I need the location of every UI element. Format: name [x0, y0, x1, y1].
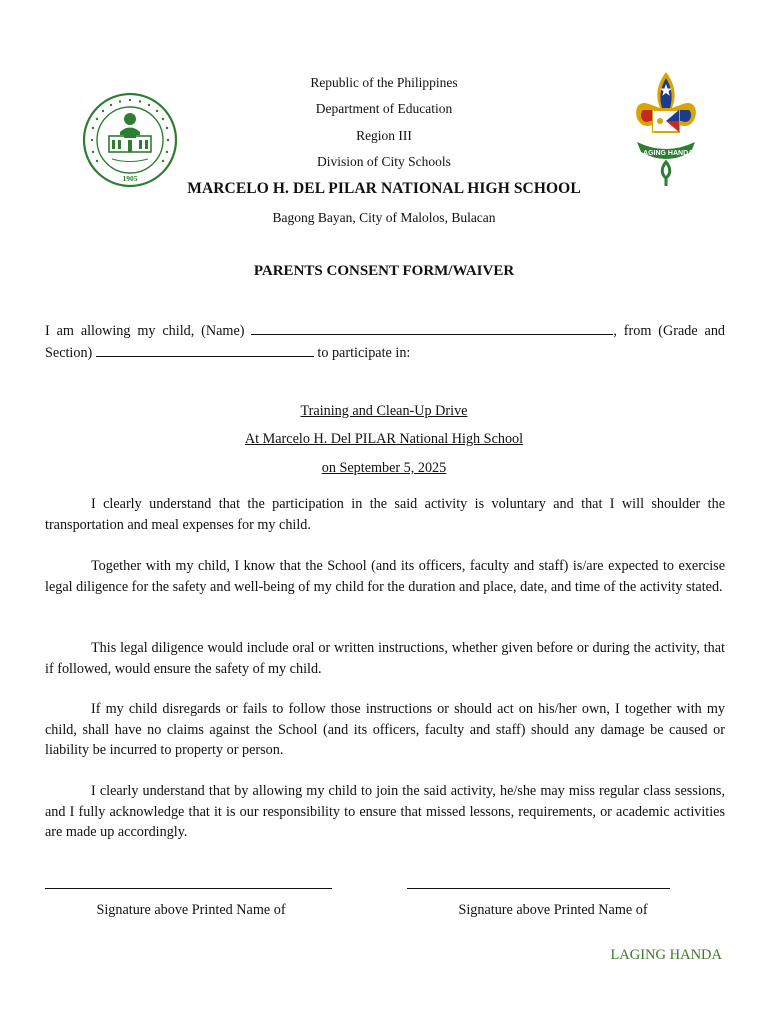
school-address: Bagong Bayan, City of Malolos, Bulacan — [272, 210, 496, 225]
footer-motto: LAGING HANDA — [610, 947, 722, 963]
paragraph-diligence: Together with my child, I know that the School (and its officers, faculty and staff) is/are expected to exercise legal diligence for the safety and well-being of my child for the duration and place, date, and time of the activity stated. — [45, 558, 725, 595]
school-name: MARCELO H. DEL PILAR NATIONAL HIGH SCHOOL — [187, 180, 581, 197]
header-line-division: Division of City Schools — [317, 154, 451, 169]
activity-name — [0, 403, 768, 420]
signature-label-left: Signature above Printed Name of — [96, 902, 286, 918]
intro-text-1: I am allowing my child, (Name) — [45, 323, 245, 339]
child-name-blank[interactable] — [251, 320, 613, 335]
form-title: PARENTS CONSENT FORM/WAIVER — [253, 263, 515, 279]
activity-venue — [0, 431, 768, 448]
activity-venue-text: At Marcelo H. Del PILAR National High School — [244, 431, 524, 447]
grade-section-blank[interactable] — [96, 342, 314, 357]
seal-year: 1905 — [122, 174, 138, 183]
header-line-department: Department of Education — [315, 101, 453, 116]
intro-paragraph — [45, 320, 725, 363]
header-line-region: Region III — [356, 128, 412, 143]
signature-label-right: Signature above Printed Name of — [458, 902, 648, 918]
signature-line-left[interactable] — [45, 888, 332, 889]
activity-name-text: Training and Clean-Up Drive — [300, 403, 468, 419]
paragraph-voluntary: I clearly understand that the participation in the said activity is voluntary and that I will shoulder the transportation and meal expenses for my child. — [45, 496, 725, 533]
header-line-republic: Republic of the Philippines — [310, 75, 458, 90]
paragraph-no-claims: If my child disregards or fails to follow those instructions or should act on his/her own, I together with my child, shall have no claims against the School (and its officers, faculty and staff) should any damage be caused or liability be incurred to property or person. — [45, 701, 725, 758]
paragraph-missed-classes: I clearly understand that by allowing my child to join the said activity, he/she may miss regular class sessions, and I fully acknowledge that it is our responsibility to ensure that missed lessons, requirements, or academic activities are made up accordingly. — [45, 783, 725, 840]
paragraph-instructions: This legal diligence would include oral or written instructions, whether given before or during the activity, that if followed, would ensure the safety of my child. — [45, 640, 725, 677]
intro-text-2: , from (Grade and Section) — [45, 323, 726, 361]
signature-line-right[interactable] — [407, 888, 670, 889]
activity-date — [0, 460, 768, 477]
intro-text-3: to participate in: — [317, 344, 411, 361]
scout-banner-text: LAGING HANDA — [638, 150, 694, 157]
activity-date-text: on September 5, 2025 — [321, 460, 447, 476]
